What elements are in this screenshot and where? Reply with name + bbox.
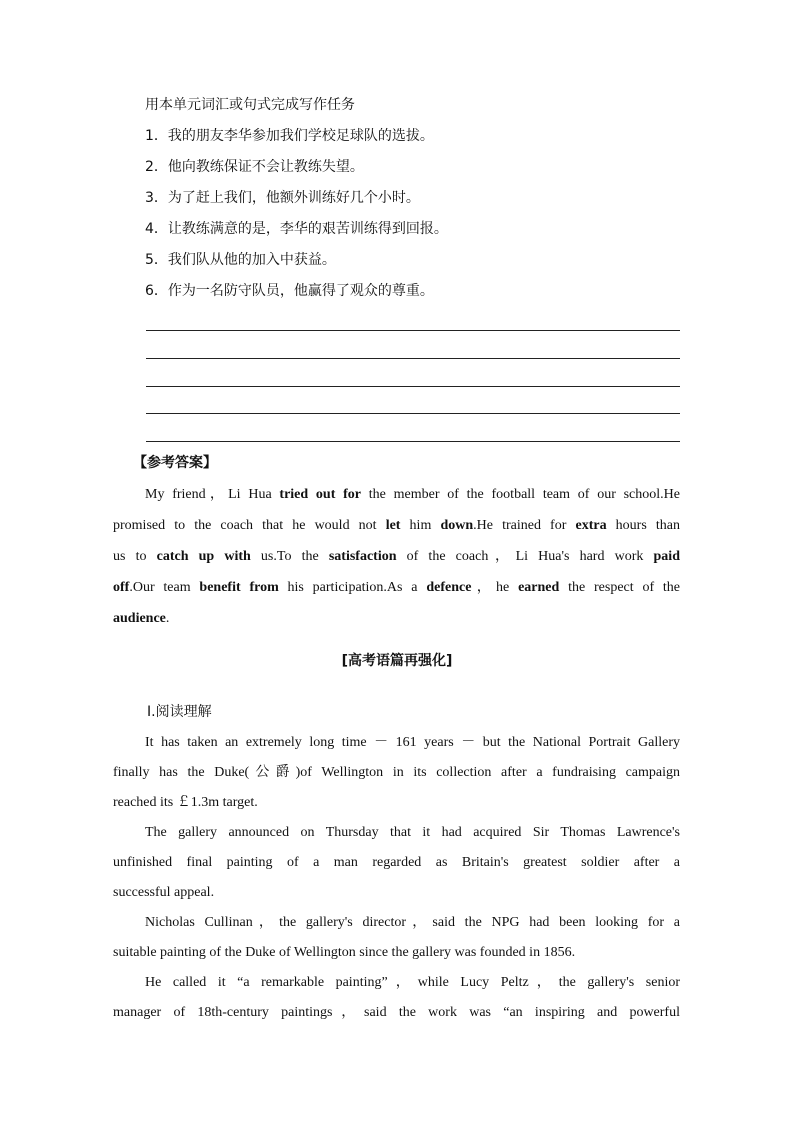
answer-line[interactable] [146,441,680,442]
reading-section [113,697,680,1028]
key-phrase: benefit from [199,580,279,595]
text-segment: us to [113,549,157,564]
text-segment: the member of the football team of our school.He [361,487,680,502]
key-phrase: catch up with [156,549,251,564]
key-phrase: satisfaction [328,549,397,564]
key-phrase: paid [653,549,680,564]
reference-answer [113,448,680,634]
text-segment: his participation.As a [278,580,427,595]
text-segment: hours than [606,518,680,533]
reading-heading: Ⅰ.阅读理解 [147,704,212,720]
paragraph-line: reached its ￡1.3m target. [113,795,258,810]
text-segment: .He trained for [473,518,576,533]
paragraph [113,968,680,1028]
answer-line-text [113,479,680,510]
answer-line[interactable] [146,386,680,387]
text-segment: My friend，Li Hua [145,487,280,502]
paragraph-line: He called it “a remarkable painting”，while Lucy Peltz，the gallery's senior [145,975,680,990]
paragraph-line: successful appeal. [113,885,215,900]
task-item: 1．我的朋友李华参加我们学校足球队的选拔。 [145,128,434,144]
text-segment: . [165,611,170,626]
paragraph [113,908,680,968]
answer-line-text [113,572,680,603]
key-phrase: let [385,518,401,533]
task-item: 3．为了赶上我们，他额外训练好几个小时。 [145,190,420,206]
task-item: 6．作为一名防守队员，他赢得了观众的尊重。 [145,283,434,299]
text-segment: ，he [471,580,519,595]
reading-passage [113,728,680,1028]
answer-line-text [113,541,680,572]
key-phrase: earned [518,580,560,595]
answer-line-text [113,510,680,541]
key-phrase: extra [575,518,607,533]
task-item: 5．我们队从他的加入中获益。 [145,252,336,268]
text-segment: us.To the [250,549,329,564]
key-phrase: audience [113,611,166,626]
paragraph [113,818,680,908]
task-item: 4．让教练满意的是，李华的艰苦训练得到回报。 [145,221,448,237]
paragraph-line: It has taken an extremely long time － 161 years － but the National Portrait Gallery [145,735,680,750]
paragraph-line: manager of 18th-century paintings，said the work was “an inspiring and powerful [113,1005,680,1020]
writing-task [113,90,680,307]
paragraph-line: The gallery announced on Thursday that it had acquired Sir Thomas Lawrence's [145,825,680,840]
paragraph-line: finally has the Duke(公爵)of Wellington in its collection after a fundraising campaign [113,765,680,780]
task-heading: 用本单元词汇或句式完成写作任务 [145,97,355,113]
paragraph-line: suitable painting of the Duke of Wellington since the gallery was founded in 1856. [113,945,576,960]
text-segment: promised to the coach that he would not [113,518,386,533]
paragraph-line: Nicholas Cullinan，the gallery's director，said the NPG had been looking for a [145,915,680,930]
task-item: 2．他向教练保证不会让教练失望。 [145,159,364,175]
answer-line[interactable] [146,330,680,331]
text-segment: the respect of the [559,580,680,595]
answer-line[interactable] [146,358,680,359]
key-phrase: off [113,580,130,595]
key-phrase: down [440,518,474,533]
text-segment: him [400,518,441,533]
answer-line[interactable] [146,413,680,414]
paragraph [113,728,680,818]
answer-heading: 【参考答案】 [133,455,217,471]
paragraph-line: unfinished final painting of a man regarded as Britain's greatest soldier after a [113,855,680,870]
answer-line-text [113,603,680,634]
section-title: [高考语篇再强化] [341,653,453,669]
text-segment: .Our team [129,580,200,595]
answer-text [113,479,680,634]
text-segment: of the coach，Li Hua's hard work [396,549,654,564]
key-phrase: tried out for [279,487,362,502]
key-phrase: defence [426,580,472,595]
